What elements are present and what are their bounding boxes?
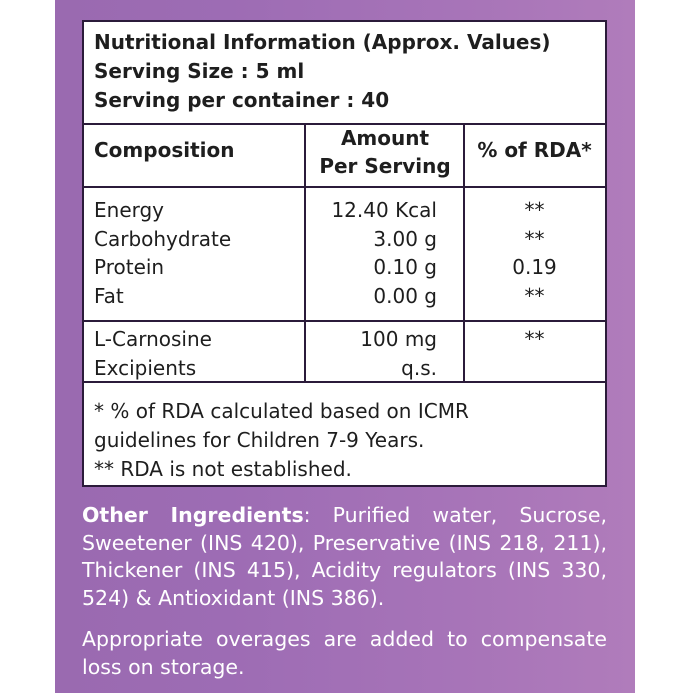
overage-note: Appropriate overages are added to compensate loss on storage. [82, 627, 607, 679]
header-amount [306, 124, 464, 180]
footnote-line: ** RDA is not established. [94, 457, 352, 481]
other-ingredients-text: : Purified water, Sucrose, Sweetener (INS 420), Preservative (INS 218, 211), Thickener (INS 415), Acidity regulators (INS 330, 524) & Antioxidant (INS 386). [82, 503, 607, 610]
active-amount: 100 mg [360, 327, 437, 351]
nutrient-amount: 0.00 g [373, 284, 437, 309]
nutrient-amount: 3.00 g [373, 226, 437, 251]
nutrition-facts-box [82, 20, 607, 487]
active-amount: q.s. [401, 355, 437, 380]
nutrient-rda: ** [524, 226, 545, 251]
serving-size: Serving Size : 5 ml [94, 59, 305, 83]
nutrient-name: Fat [94, 284, 124, 309]
header-composition: Composition [94, 138, 235, 162]
servings-per-container: Serving per container : 40 [94, 88, 390, 112]
row-divider [84, 186, 605, 188]
nutrient-name: Energy [94, 198, 165, 222]
nutrient-amount: 0.10 g [373, 255, 437, 280]
footnotes [94, 397, 469, 484]
header-amount-line1: Amount [340, 126, 430, 150]
active-amounts [306, 325, 437, 382]
active-names [94, 325, 212, 382]
active-rda: ** [524, 327, 545, 351]
footnote-line: guidelines for Children 7-9 Years. [94, 428, 425, 452]
header-rda: % of RDA* [477, 138, 592, 162]
nutrient-rda: ** [524, 284, 545, 309]
row-divider [84, 320, 605, 322]
active-name: Excipients [94, 355, 197, 380]
nutrient-rda-values [464, 196, 605, 311]
nutrient-name: Protein [94, 255, 165, 280]
other-ingredients [82, 502, 607, 612]
nutrient-rda: ** [524, 198, 545, 222]
header-amount-line2: Per Serving [319, 154, 451, 178]
other-ingredients-label: Other Ingredients [82, 503, 304, 527]
footnote-line: * % of RDA calculated based on ICMR [94, 399, 469, 423]
nutrient-names [94, 196, 231, 311]
nutrient-amount: 12.40 Kcal [331, 198, 437, 222]
nutrient-amounts [306, 196, 437, 311]
nutrient-rda: 0.19 [512, 255, 557, 280]
nutrition-header [84, 22, 605, 125]
active-rda-values [464, 325, 605, 354]
nutrient-name: Carbohydrate [94, 226, 232, 251]
nutrition-title: Nutritional Information (Approx. Values) [94, 30, 551, 54]
active-name: L-Carnosine [94, 327, 212, 351]
